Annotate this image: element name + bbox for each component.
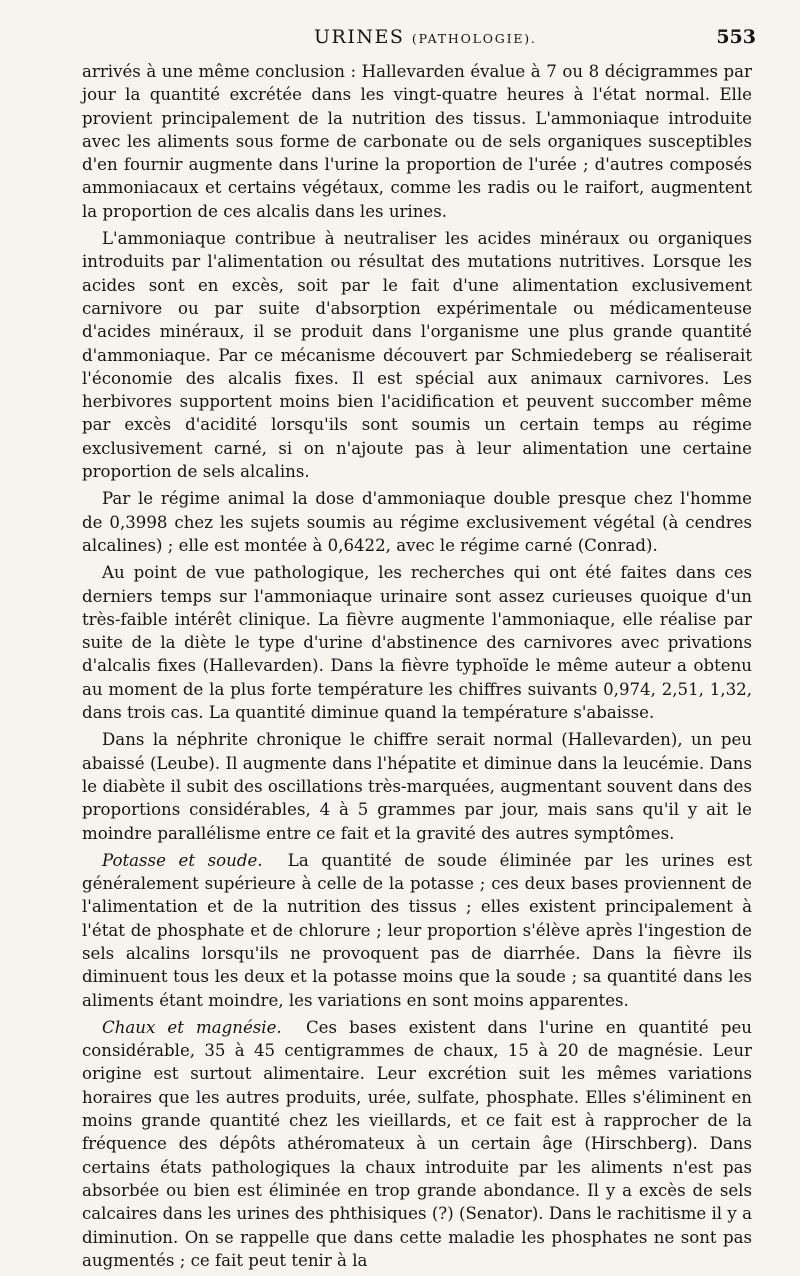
section-heading: Chaux et magnésie. xyxy=(102,1017,282,1037)
body-text xyxy=(82,60,752,1276)
paragraph xyxy=(82,561,752,724)
running-header xyxy=(82,24,756,54)
paragraph-text: Au point de vue pathologique, les recherches qui ont été faites dans ces derniers temps sur l'ammoniaque urinaire sont assez curieuses quoique d'un très-faible intérêt clinique. La fièvre augmente l'ammoniaque, elle réalise par suite de la diète le type d'urine d'abstinence des carnivores avec privations d'alcalis fixes (Hallevarden). Dans la fièvre typhoïde le même auteur a obtenu au moment de la plus forte température les chiffres suivants 0,974, 2,51, 1,32, dans trois cas. La quantité diminue quand la température s'abaisse. xyxy=(82,563,752,723)
section-heading: Potasse et soude. xyxy=(102,850,263,870)
paragraph xyxy=(82,1016,752,1272)
paragraph xyxy=(82,728,752,844)
paragraph-text: Ces bases existent dans l'urine en quantité peu considérable, 35 à 45 centigrammes de chaux, 15 à 20 de magnésie. Leur origine est surtout alimentaire. Leur excrétion suit les mêmes variations horaires que les autres produits, urée, sulfate, phosphate. Elles s'éliminent en moins grande quantité chez les vieillards, et ce fait est à rapprocher de la fréquence des dépôts athéromateux à un certain âge (Hirschberg). Dans certains états pathologiques la chaux introduite par les aliments n'est pas absorbée ou bien est éliminée en trop grande abondance. Il y a excès de sels calcaires dans les urines des phthisiques (?) (Senator). Dans le rachitisme il y a diminution. On se rappelle que dans cette maladie les phosphates ne sont pas augmentés ; ce fait peut tenir à la xyxy=(82,1017,752,1270)
paragraph-text: Par le régime animal la dose d'ammoniaque double presque chez l'homme de 0,3998 chez les sujets soumis au régime exclusivement végétal (à cendres alcalines) ; elle est montée à 0,6422, avec le régime carné (Conrad). xyxy=(82,489,752,555)
paragraph xyxy=(82,60,752,223)
paragraph-text: La quantité de soude éliminée par les urines est généralement supérieure à celle de la potasse ; ces deux bases proviennent de l'alimentation et de la nutrition des tissus ; elles existent principalement à l'état de phosphate et de chlorure ; leur proportion s'élève après l'ingestion de sels alcalins lorsqu'ils ne provoquent pas de diarrhée. Dans la fièvre ils diminuent tous les deux et la potasse moins que la soude ; sa quantité dans les aliments étant moindre, les variations en sont moins apparentes. xyxy=(82,850,752,1010)
paragraph xyxy=(82,227,752,483)
paragraph-text: L'ammoniaque contribue à neutraliser les acides minéraux ou organiques introduits par l'alimentation ou résultat des mutations nutritives. Lorsque les acides sont en excès, soit par le fait d'une alimentation exclusivement carnivore ou par suite d'absorption expérimentale ou médicamenteuse d'acides minéraux, il se produit dans l'organisme une plus grande quantité d'ammoniaque. Par ce mécanisme découvert par Schmiedeberg se réaliserait l'économie des alcalis fixes. Il est spécial aux animaux carnivores. Les herbivores supportent moins bien l'acidification et peuvent succomber même par excès d'acidité lorsqu'ils sont soumis un certain temps au régime exclusivement carné, si on n'ajoute pas à leur alimentation une certaine proportion de sels alcalins. xyxy=(82,229,752,482)
paragraph xyxy=(82,849,752,1012)
paragraph xyxy=(82,487,752,557)
header-title: URINES xyxy=(314,26,405,48)
running-title xyxy=(314,26,537,48)
page-number: 553 xyxy=(716,26,756,48)
paragraph-text: Dans la néphrite chronique le chiffre serait normal (Hallevarden), un peu abaissé (Leube). Il augmente dans l'hépatite et diminue dans la leucémie. Dans le diabète il subit des oscillations très-marquées, augmentant souvent dans des proportions considérables, 4 à 5 grammes par jour, mais sans qu'il y ait le moindre parallélisme entre ce fait et la gravité des autres symptômes. xyxy=(82,730,752,843)
paragraph-text: arrivés à une même conclusion : Hallevarden évalue à 7 ou 8 décigrammes par jour la quantité excrétée dans les vingt-quatre heures à l'état normal. Elle provient principalement de la nutrition des tissus. L'ammoniaque introduite avec les aliments sous forme de carbonate ou de sels organiques susceptibles d'en fournir augmente dans l'urine la proportion de l'urée ; d'autres composés ammoniacaux et certains végétaux, comme les radis ou le raifort, augmentent la proportion de ces alcalis dans les urines. xyxy=(82,62,752,221)
header-subtitle: (PATHOLOGIE). xyxy=(411,31,537,46)
